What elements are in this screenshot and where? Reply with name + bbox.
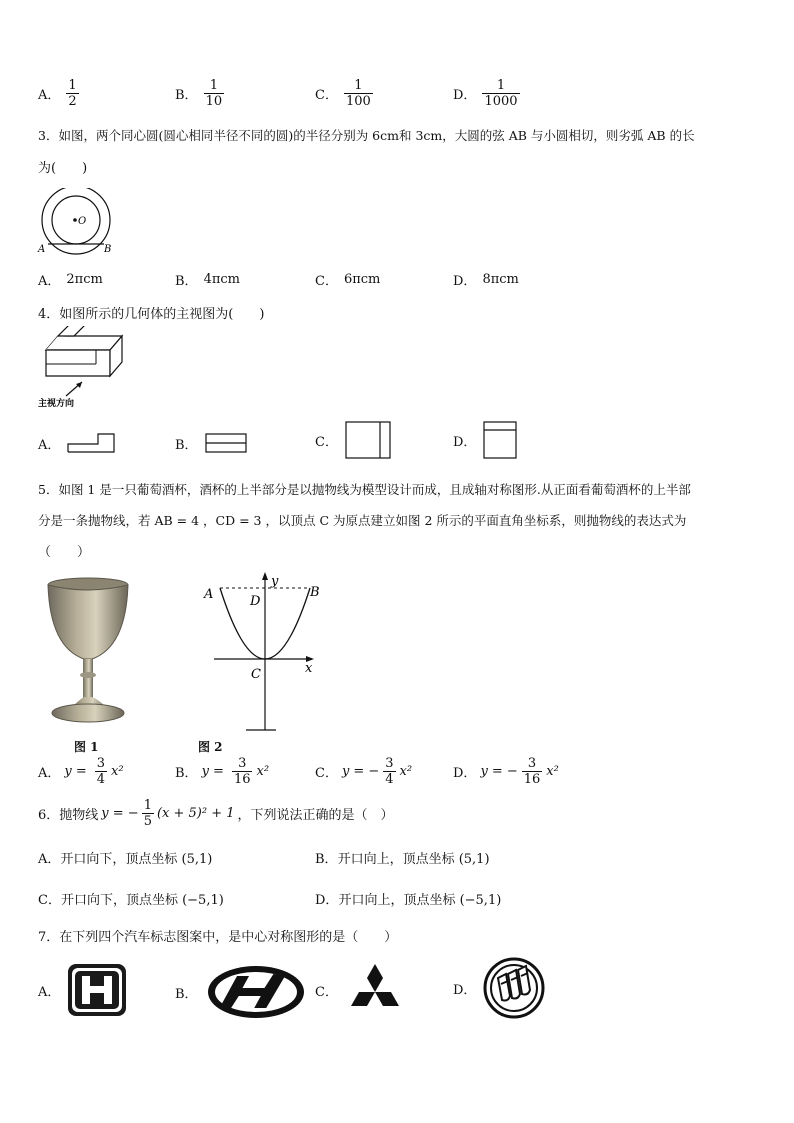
q6-option-b: B．开口向上，顶点坐标 (5,1) [315, 852, 490, 867]
q4-option-a: A． [38, 432, 116, 454]
q3-label-b: B [104, 244, 112, 255]
q3-stem-line2: 为( ) [38, 161, 88, 176]
q6-stem: 6．抛物线 y = − $\frac{1}{5}$ (x + 5)² + 1 ，下列说法正确的是（ ） [38, 798, 394, 829]
q5-option-a: A． y = $\frac{3}{4}$ x² [38, 756, 124, 787]
q5-option-b: B． y = $\frac{3}{16}$ x² [175, 756, 270, 787]
q2-option-c: C． $\frac{1}{100}$ [315, 78, 371, 109]
q5-label-a: A [204, 587, 214, 602]
q5-label-b: B [310, 585, 320, 600]
q5-label-c: C [251, 667, 261, 682]
q7-stem: 7．在下列四个汽车标志图案中，是中心对称图形的是（ ） [38, 930, 398, 945]
q3-label-o: O [78, 216, 87, 227]
q5-label-d: D [250, 594, 261, 609]
q5-label-x: x [305, 661, 313, 676]
q7-option-b: B． [175, 962, 308, 1022]
q4-option-d-shape [482, 420, 518, 460]
q5-option-d: D． y = − $\frac{3}{16}$ x² [453, 756, 559, 787]
hyundai-logo-icon [204, 962, 308, 1022]
q5-option-c: C． y = − $\frac{3}{4}$ x² [315, 756, 413, 787]
q3-option-d: D． 8πcm [453, 272, 519, 289]
q3-option-b: B． 4πcm [175, 272, 240, 289]
q7-option-a: A． [38, 962, 128, 1018]
q5-fig2-caption: 图 2 [198, 740, 223, 754]
q4-solid-figure [36, 326, 128, 410]
q4-option-c: C． [315, 420, 392, 460]
q4-stem: 4．如图所示的几何体的主视图为( ) [38, 307, 265, 322]
q6-option-a: A．开口向下，顶点坐标 (5,1) [38, 852, 213, 867]
q6-option-c: C．开口向下，顶点坐标 (−5,1) [38, 893, 224, 908]
q4-option-d: D． [453, 420, 518, 460]
q5-stem-line3: （ ） [38, 545, 91, 560]
q4-option-c-shape [344, 420, 392, 460]
q6-option-d: D．开口向上，顶点坐标 (−5,1) [315, 893, 502, 908]
wine-glass-photo [40, 575, 140, 735]
q3-stem-line1: 3．如图，两个同心圆(圆心相同半径不同的圆)的半径分别为 6cm和 3cm，大圆的弦 AB 与小圆相切，则劣弧 AB 的长 [38, 128, 695, 143]
q3-option-a: A． 2πcm [38, 272, 103, 289]
honda-logo-icon [66, 962, 128, 1018]
mitsubishi-logo-icon [344, 962, 406, 1018]
q3-concentric-circles-figure [34, 188, 118, 256]
q4-option-b: B． [175, 432, 248, 454]
q2-option-a: A． $\frac{1}{2}$ [38, 78, 77, 109]
q2-option-b: B． $\frac{1}{10}$ [175, 78, 223, 109]
q4-option-b-shape [204, 432, 248, 454]
q7-option-c: C． [315, 962, 406, 1018]
q7-option-d: D． [453, 956, 546, 1020]
q3-label-a: A [38, 244, 46, 255]
q2-option-d: D． $\frac{1}{1000}$ [453, 78, 518, 109]
q4-option-a-shape [66, 432, 116, 454]
q5-label-y: y [271, 574, 279, 589]
q5-parabola-figure [196, 568, 326, 734]
q5-stem-line2: 分是一条抛物线，若 AB = 4 ，CD = 3 ，以顶点 C 为原点建立如图 2 所示的平面直角坐标系，则抛物线的表达式为 [38, 513, 687, 528]
buick-logo-icon [482, 956, 546, 1020]
q5-stem-line1: 5．如图 1 是一只葡萄酒杯，酒杯的上半部分是以抛物线为模型设计而成，且成轴对称图形.从正面看葡萄酒杯的上半部 [38, 482, 691, 497]
q5-fig1-caption: 图 1 [74, 740, 99, 754]
q3-option-c: C． 6πcm [315, 272, 381, 289]
q4-view-direction-label: 主视方向 [38, 399, 75, 409]
